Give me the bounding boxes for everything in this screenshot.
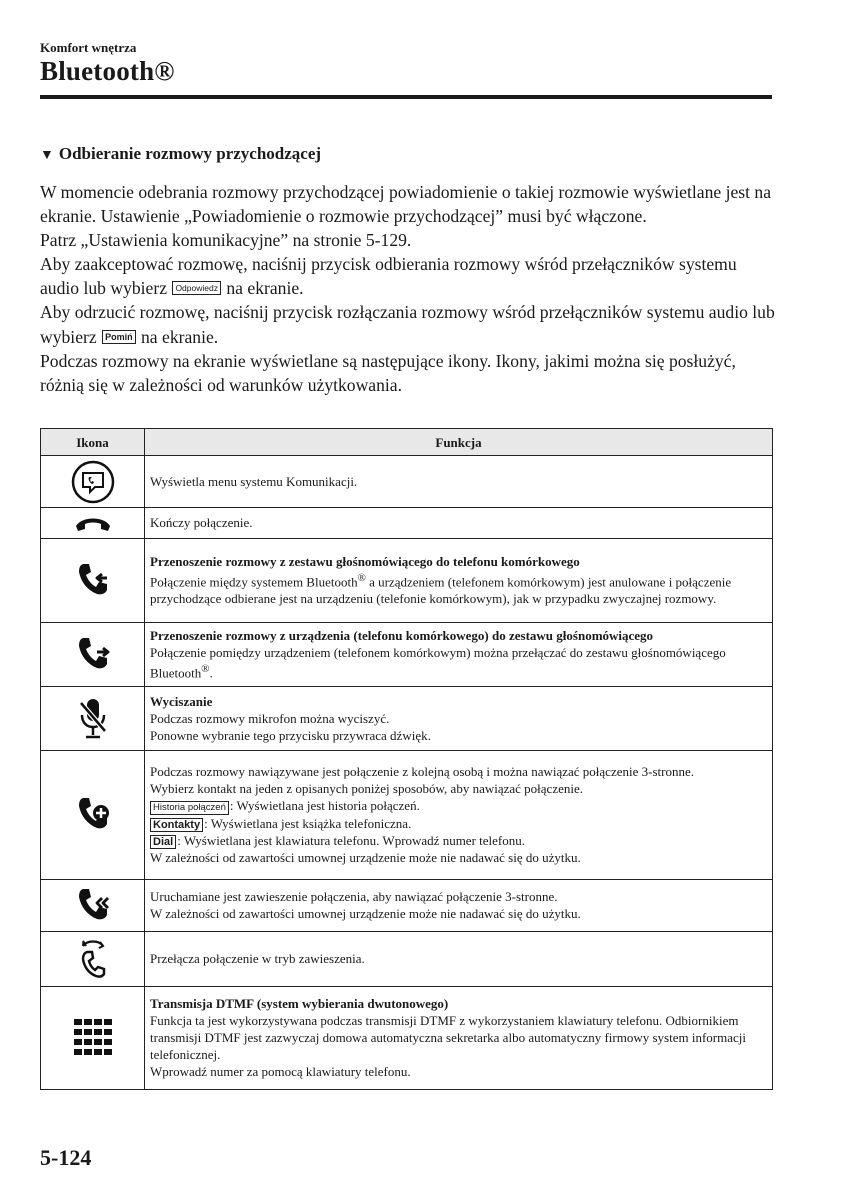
row-line: W zależności od zawartości umownej urządzenie może nie nadawać się do użytku.	[150, 906, 581, 921]
add-call-icon	[41, 751, 145, 880]
row-text	[150, 570, 767, 607]
registered-mark: ®	[201, 662, 210, 675]
row-line: Wybierz kontakt na jeden z opisanych poniżej sposobów, aby nawiązać połączenie.	[150, 781, 583, 796]
paragraph-reference: Patrz „Ustawienia komunikacyjne” na stronie 5-129.	[40, 230, 412, 251]
transfer-to-phone-icon	[41, 539, 145, 623]
subheading-text: Odbieranie rozmowy przychodzącej	[58, 144, 322, 163]
row-desc	[145, 539, 773, 623]
table-row	[41, 623, 773, 687]
paragraph-reject	[40, 300, 775, 348]
table-row	[41, 687, 773, 751]
key-history-text: : Wyświetlana jest historia połączeń.	[229, 798, 420, 813]
mute-microphone-icon	[41, 687, 145, 751]
answer-key: Odpowiedz	[172, 281, 221, 295]
row-text-b: a urządzeniem (telefonem komórkowym) jest anulowane i połączenie przychodzące odbierane jest na urządzeniu (telefonie komórkowym), jak w przypadku zwyczajnej rozmowy.	[150, 574, 732, 607]
row-desc: Wyświetla menu systemu Komunikacji.	[145, 456, 773, 508]
triangle-bullet-icon: ▼	[40, 148, 54, 163]
table-row	[41, 987, 773, 1090]
page-title: Bluetooth®	[40, 56, 175, 86]
row-desc	[145, 880, 773, 932]
row-line: W zależności od zawartości umownej urządzenie może nie nadawać się do użytku.	[150, 850, 581, 865]
paragraph-notification: W momencie odebrania rozmowy przychodzącej powiadomienie o takiej rozmowie wyświetlane jest na ekranie. Ustawienie „Powiadomienie o rozmowie przychodzącej” musi być włączone.	[40, 182, 772, 227]
header-icon: Ikona	[41, 429, 145, 456]
accept-text-end: na ekranie.	[226, 278, 304, 299]
table-row	[41, 751, 773, 880]
reject-text-end: na ekranie.	[141, 326, 219, 347]
key-contacts-line	[150, 815, 767, 832]
body-text	[40, 180, 775, 397]
key-contacts-text: : Wyświetlana jest książka telefoniczna.	[204, 816, 412, 831]
row-title: Wyciszanie	[150, 693, 213, 709]
page-number: 5-124	[40, 1145, 92, 1170]
row-line: Podczas rozmowy nawiązywane jest połączenie z kolejną osobą i można nawiązać połączenie 3-stronne.	[150, 764, 694, 779]
end-call-icon	[41, 508, 145, 539]
row-desc: Kończy połączenie.	[145, 508, 773, 539]
row-title: Przenoszenie rozmowy z zestawu głośnomówiącego do telefonu komórkowego	[150, 553, 580, 569]
call-history-key: Historia połączeń	[150, 801, 229, 815]
keypad-icon	[41, 987, 145, 1090]
row-line: Ponowne wybranie tego przycisku przywraca dźwięk.	[150, 727, 431, 743]
table-header-row	[41, 429, 773, 456]
table-row	[41, 880, 773, 932]
row-desc	[145, 987, 773, 1090]
key-dial-line	[150, 832, 767, 849]
title-divider	[40, 95, 772, 99]
hold-call-icon	[41, 932, 145, 987]
row-line: Funkcja ta jest wykorzystywana podczas transmisji DTMF z wykorzystaniem klawiatury telefonu. Odbiornikiem transmisji DTMF jest zazwyczaj domowa automatyczna sekretarka albo automatyczny firmowy system informacji telefonicznej.	[150, 1013, 747, 1062]
function-table	[40, 428, 773, 1090]
merge-calls-icon	[41, 880, 145, 932]
row-line: Podczas rozmowy mikrofon można wyciszyć.	[150, 710, 390, 726]
table-row	[41, 508, 773, 539]
table-row	[41, 456, 773, 508]
row-title: Transmisja DTMF (system wybierania dwutonowego)	[150, 996, 449, 1011]
row-desc	[145, 623, 773, 687]
row-title: Przenoszenie rozmowy z urządzenia (telefonu komórkowego) do zestawu głośnomówiącego	[150, 627, 654, 643]
table-row	[41, 932, 773, 987]
paragraph-icons-intro: Podczas rozmowy na ekranie wyświetlane są następujące ikony. Ikony, jakimi można się posłużyć, różnią się w zależności od warunków użytkowania.	[40, 350, 736, 395]
contacts-key: Kontakty	[150, 818, 203, 832]
transfer-to-handsfree-icon	[41, 623, 145, 687]
row-line: Wprowadź numer za pomocą klawiatury telefonu.	[150, 1064, 411, 1079]
row-text-a: Połączenie pomiędzy urządzeniem (telefonem komórkowym) można przełączać do zestawu głośnomówiącego Bluetooth	[150, 644, 726, 681]
row-text	[150, 644, 767, 681]
key-history-line	[150, 797, 767, 815]
table-row	[41, 539, 773, 623]
reject-text: Aby odrzucić rozmowę, naciśnij przycisk rozłączania rozmowy wśród przełączników systemu audio lub wybierz	[40, 302, 775, 347]
header-function: Funkcja	[145, 429, 773, 456]
skip-key: Pomiń	[102, 330, 136, 344]
paragraph-accept	[40, 252, 775, 300]
row-text-b: .	[209, 665, 213, 681]
row-desc: Przełącza połączenie w tryb zawieszenia.	[145, 932, 773, 987]
row-desc	[145, 751, 773, 880]
row-text-a: Połączenie między systemem Bluetooth	[150, 574, 358, 590]
communication-menu-icon	[41, 456, 145, 508]
row-line: Uruchamiane jest zawieszenie połączenia, aby nawiązać połączenie 3-stronne.	[150, 889, 558, 904]
row-desc	[145, 687, 773, 751]
key-dial-text: : Wyświetlana jest klawiatura telefonu. Wprowadź numer telefonu.	[177, 833, 526, 848]
dial-key: Dial	[150, 835, 176, 849]
registered-mark: ®	[357, 571, 366, 584]
subheading	[40, 144, 321, 164]
section-label: Komfort wnętrza	[40, 40, 137, 55]
accept-text: Aby zaakceptować rozmowę, naciśnij przycisk odbierania rozmowy wśród przełączników systemu audio lub wybierz	[40, 254, 737, 299]
